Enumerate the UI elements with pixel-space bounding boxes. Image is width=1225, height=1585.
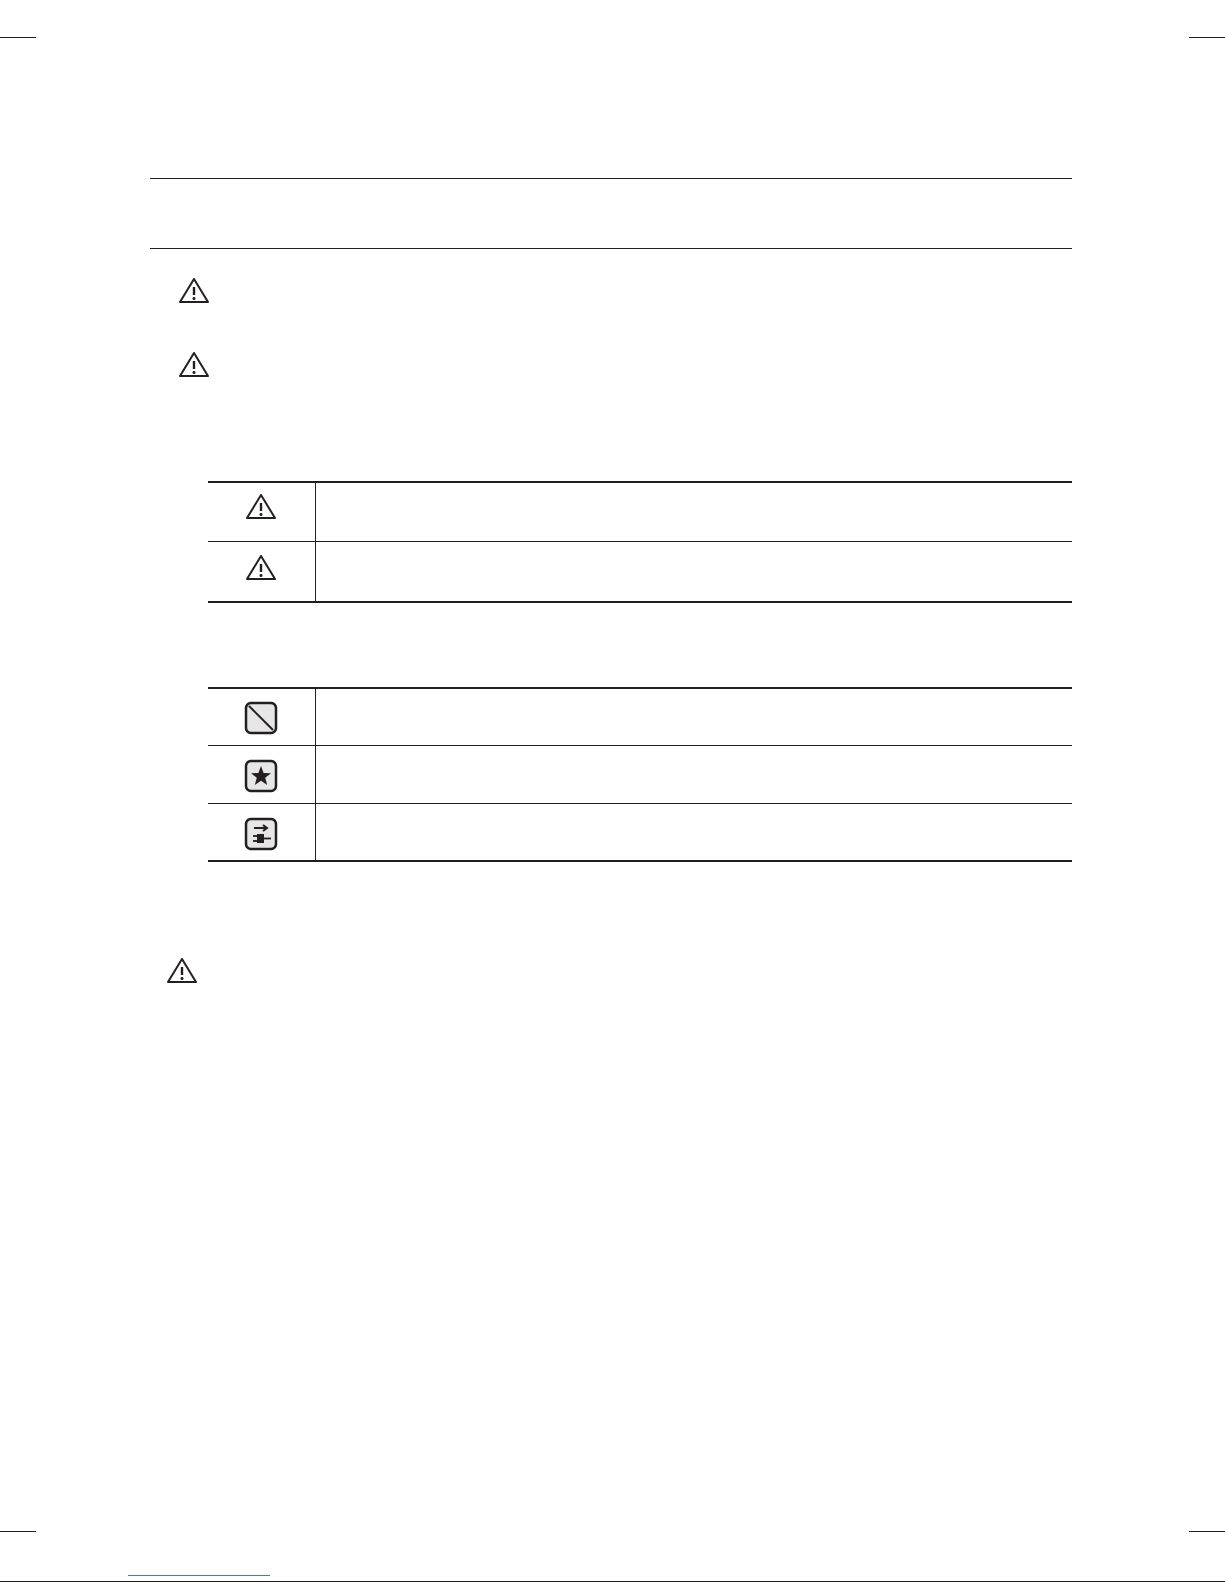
footer-link-underline[interactable] xyxy=(128,1575,270,1576)
warning-table-top-rule xyxy=(208,481,1072,483)
symbol-table-row-divider xyxy=(208,803,1072,804)
crop-mark-bottom-right xyxy=(1189,1531,1225,1532)
unplug-icon xyxy=(244,817,278,851)
warning-triangle-icon xyxy=(245,553,277,581)
warning-triangle-icon xyxy=(245,492,277,520)
warning-triangle-icon xyxy=(178,350,210,378)
warning-table-bottom-rule xyxy=(208,601,1072,603)
symbol-table-bottom-rule xyxy=(208,860,1072,862)
crop-mark-top-left xyxy=(0,37,36,38)
warning-table-column-divider xyxy=(315,481,316,601)
crop-mark-top-right xyxy=(1189,37,1225,38)
crop-mark-bottom-left xyxy=(0,1531,36,1532)
symbol-table-column-divider xyxy=(315,687,316,860)
warning-triangle-icon xyxy=(178,276,210,304)
star-icon xyxy=(244,759,278,793)
section-header-top-rule xyxy=(150,178,1072,179)
warning-table-row-divider xyxy=(208,541,1072,542)
warning-triangle-icon xyxy=(166,956,198,984)
prohibited-slash-icon xyxy=(244,701,278,735)
section-header-bottom-rule xyxy=(150,248,1072,249)
symbol-table-top-rule xyxy=(208,687,1072,689)
footer-rule xyxy=(0,1581,1225,1582)
symbol-table-row-divider xyxy=(208,745,1072,746)
section-title xyxy=(150,196,1072,228)
